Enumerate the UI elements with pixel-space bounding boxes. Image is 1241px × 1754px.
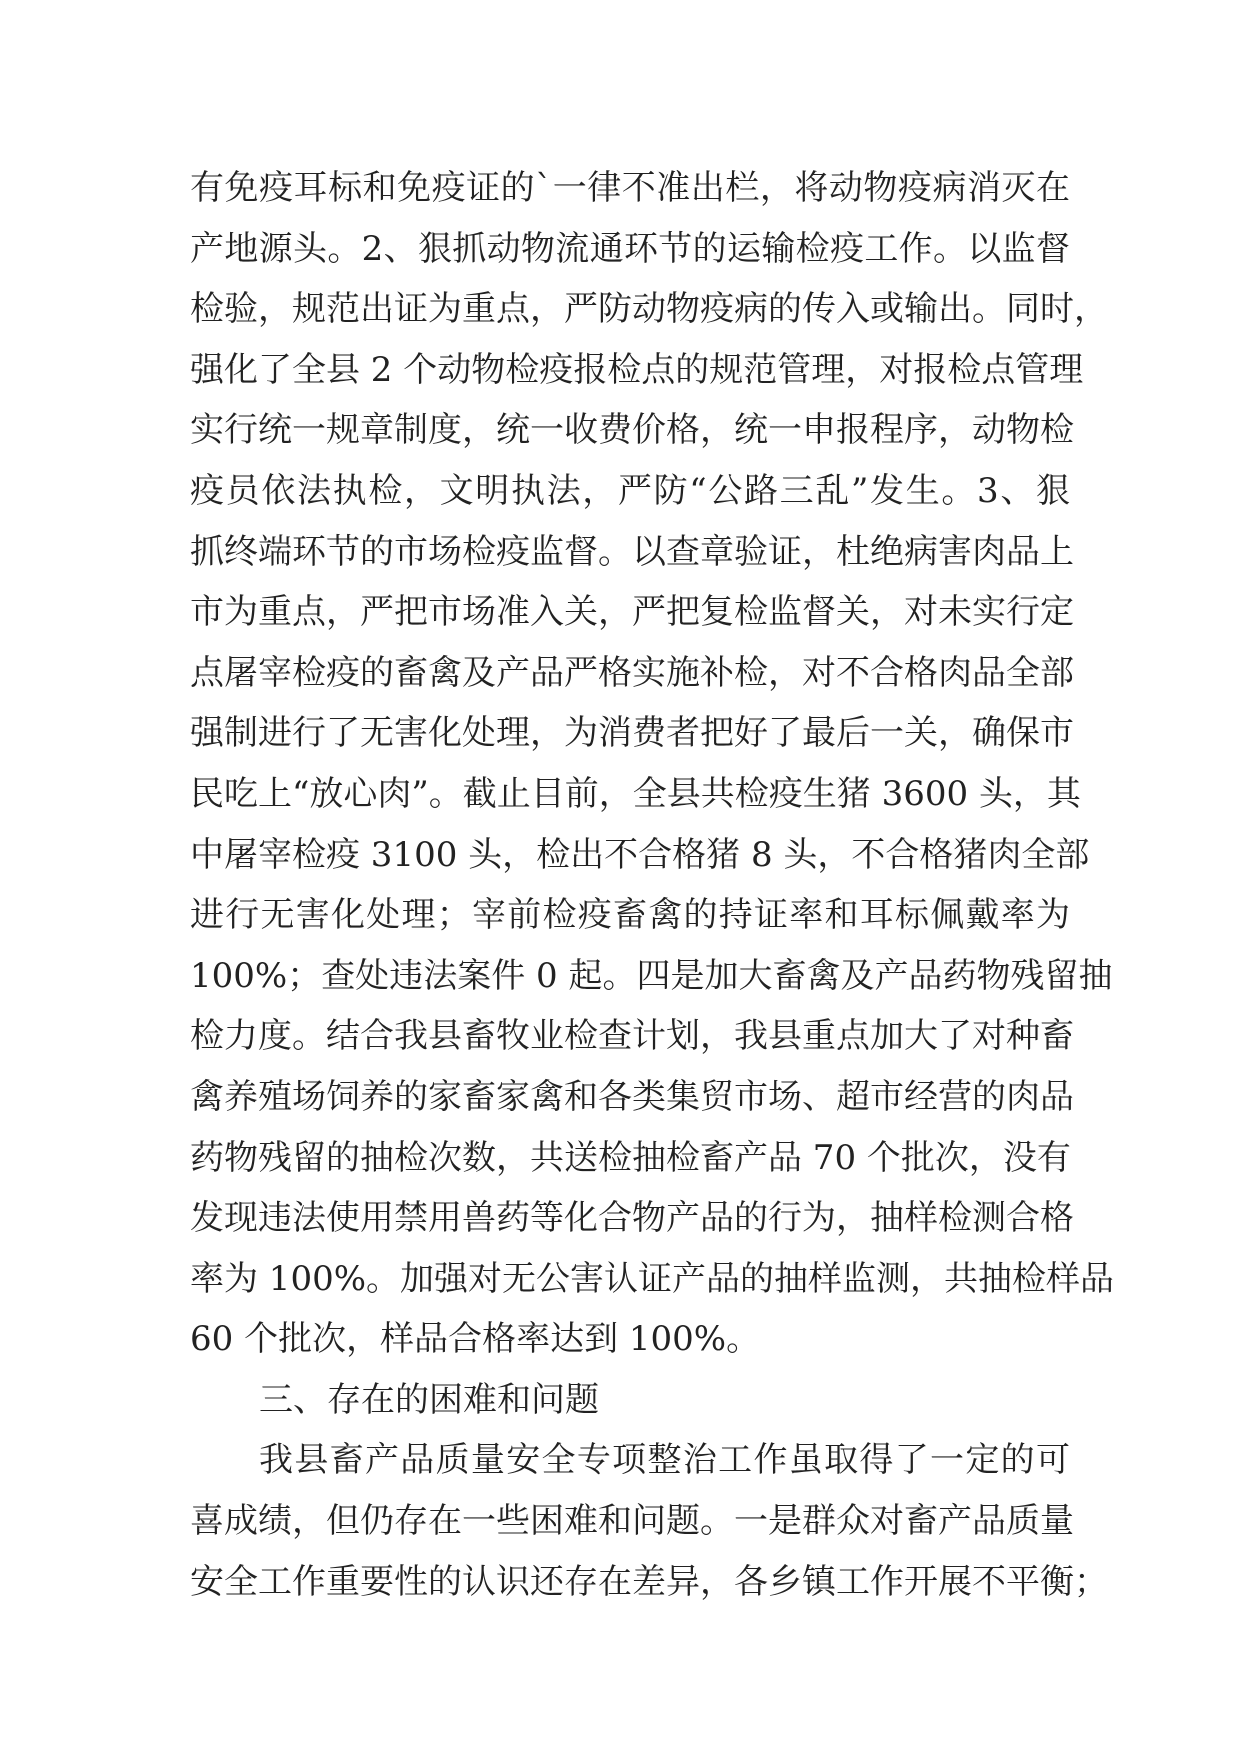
text-line: 点屠宰检疫的畜禽及产品严格实施补检，对不合格肉品全部	[190, 652, 1074, 693]
text-line: 疫员依法执检，文明执法，严防“公路三乱”发生。3、狠	[190, 470, 1070, 511]
text-line: 发现违法使用禁用兽药等化合物产品的行为，抽样检测合格	[190, 1198, 1074, 1239]
text-line: 强制进行了无害化处理，为消费者把好了最后一关，确保市	[190, 713, 1074, 754]
text-line: 进行无害化处理；宰前检疫畜禽的持证率和耳标佩戴率为	[190, 895, 1070, 936]
text-line: 中屠宰检疫 3100 头，检出不合格猪 8 头，不合格猪肉全部	[190, 834, 1090, 875]
text-line: 喜成绩，但仍存在一些困难和问题。一是群众对畜产品质量	[190, 1501, 1074, 1542]
section-heading: 三、存在的困难和问题	[259, 1379, 599, 1420]
text-line: 安全工作重要性的认识还存在差异，各乡镇工作开展不平衡；	[190, 1561, 1108, 1602]
text-line: 药物残留的抽检次数，共送检抽检畜产品 70 个批次，没有	[190, 1137, 1071, 1178]
text-line: 强化了全县 2 个动物检疫报检点的规范管理，对报检点管理	[190, 349, 1084, 390]
text-line: 市为重点，严把市场准入关，严把复检监督关，对未实行定	[190, 592, 1074, 633]
text-line: 率为 100%。加强对无公害认证产品的抽样监测，共抽检样品	[190, 1258, 1115, 1299]
text-line: 产地源头。2、狠抓动物流通环节的运输检疫工作。以监督	[190, 228, 1070, 269]
text-line: 我县畜产品质量安全专项整治工作虽取得了一定的可	[259, 1440, 1070, 1481]
text-line: 60 个批次，样品合格率达到 100%。	[190, 1319, 761, 1360]
text-line: 100%；查处违法案件 0 起。四是加大畜禽及产品药物残留抽	[190, 955, 1113, 996]
text-line: 检力度。结合我县畜牧业检查计划，我县重点加大了对种畜	[190, 1016, 1074, 1057]
text-line: 抓终端环节的市场检疫监督。以查章验证，杜绝病害肉品上	[190, 531, 1074, 572]
text-line: 实行统一规章制度，统一收费价格，统一申报程序，动物检	[190, 410, 1074, 451]
text-line: 民吃上“放心肉”。截止目前，全县共检疫生猪 3600 头，其	[190, 773, 1081, 814]
text-line: 检验，规范出证为重点，严防动物疫病的传入或输出。同时，	[190, 289, 1108, 330]
text-line: 禽养殖场饲养的家畜家禽和各类集贸市场、超市经营的肉品	[190, 1076, 1074, 1117]
text-line: 有免疫耳标和免疫证的`一律不准出栏，将动物疫病消灭在	[190, 168, 1070, 208]
body-text	[190, 158, 1115, 1612]
